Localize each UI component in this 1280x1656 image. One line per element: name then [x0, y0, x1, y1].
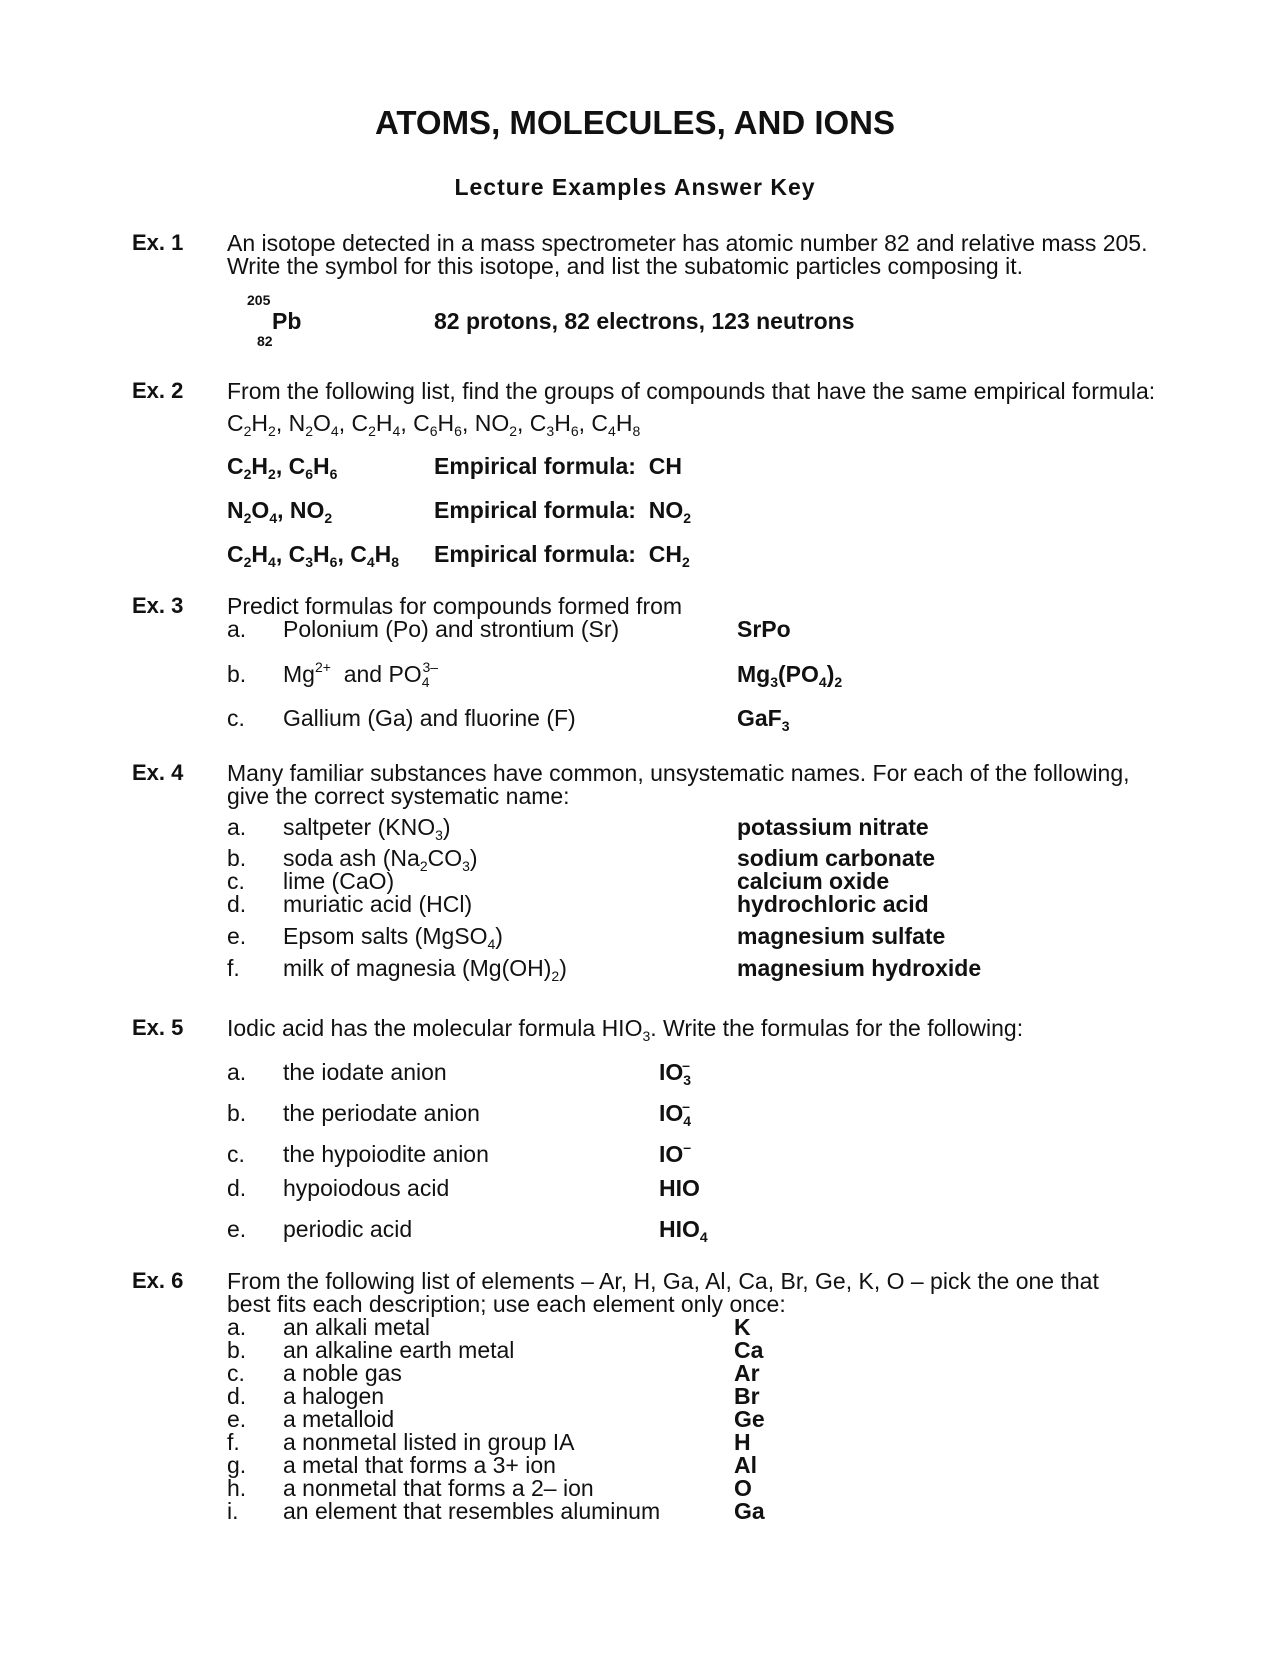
ex5-d-answer: HIO	[659, 1175, 700, 1201]
ex6-g-letter: g.	[227, 1452, 247, 1478]
ex5-b-text: the periodate anion	[283, 1100, 480, 1126]
ex4-question-line2: give the correct systematic name:	[227, 783, 570, 809]
ex4-a-text: saltpeter $(KNO_3)$	[283, 814, 451, 843]
ex6-i-text: an element that resembles aluminum	[283, 1498, 661, 1524]
ex4-a-answer: potassium nitrate	[737, 814, 929, 840]
ex6-e-letter: e.	[227, 1406, 247, 1432]
ex5-c-answer: IO–	[659, 1139, 692, 1167]
ex5-c-text: the hypoiodite anion	[283, 1141, 489, 1167]
ex6-a-text: an alkali metal	[283, 1314, 431, 1340]
ex6-d-text: a halogen	[283, 1383, 385, 1409]
ex3-c-answer: GaF$_3$	[737, 705, 790, 734]
ex6-b-text: an alkaline earth metal	[283, 1337, 515, 1363]
ex5-d-text: hypoiodous acid	[283, 1175, 450, 1201]
ex6-h-answer: O	[734, 1475, 752, 1501]
ex5-a-answer: $IO_3^-$	[659, 1057, 692, 1088]
ex3-c-letter: c.	[227, 705, 245, 731]
ex5-b-letter: b.	[227, 1100, 247, 1126]
ex3-b-text: $Mg^{2+}$ and $PO_4^{3-}$	[283, 659, 439, 690]
ex6-c-text: a noble gas	[283, 1360, 402, 1386]
ex3-a-letter: a.	[227, 616, 247, 642]
ex6-f-text: a nonmetal listed in group IA	[283, 1429, 575, 1455]
ex6-label: Ex. 6	[132, 1268, 184, 1293]
ex1-answer: 82 protons, 82 electrons, 123 neutrons	[434, 308, 855, 334]
ex6-e-answer: Ge	[734, 1406, 765, 1432]
ex6-a-answer: K	[734, 1314, 751, 1340]
ex3-intro: Predict formulas for compounds formed from	[227, 593, 683, 619]
ex4-a-letter: a.	[227, 814, 247, 840]
ex3-c-text: Gallium (Ga) and fluorine (F)	[283, 705, 576, 731]
ex4-f-answer: magnesium hydroxide	[737, 955, 982, 981]
ex4-d-text: muriatic acid (HCl)	[283, 891, 473, 917]
ex5-a-letter: a.	[227, 1059, 247, 1085]
ex6-d-letter: d.	[227, 1383, 247, 1409]
ex2-group2-compounds: $N_2O_4$, $NO_2$	[227, 497, 333, 526]
ex4-e-text: Epsom salts (MgSO$_4$)	[283, 923, 503, 952]
ex6-i-answer: Ga	[734, 1498, 765, 1524]
ex6-f-letter: f.	[227, 1429, 240, 1455]
ex6-c-letter: c.	[227, 1360, 245, 1386]
ex2-group2-formula: Empirical formula: $NO_2$	[434, 497, 692, 526]
ex4-b-answer: sodium carbonate	[737, 845, 936, 871]
ex4-d-letter: d.	[227, 891, 247, 917]
ex2-group1-compounds: $C_2H_2$, $C_6H_6$	[227, 453, 338, 482]
ex6-e-text: a metalloid	[283, 1406, 395, 1432]
ex2-question-line1: From the following list, find the groups of compounds that have the same empirical formula:	[227, 378, 1156, 404]
ex1-label: Ex. 1	[132, 230, 184, 255]
ex4-question-line1: Many familiar substances have common, unsystematic names. For each of the following,	[227, 760, 1130, 786]
ex4-c-answer: calcium oxide	[737, 868, 890, 894]
ex3-a-answer: SrPo	[737, 616, 791, 642]
ex4-b-text: soda ash $(Na_2CO_3)$	[283, 845, 478, 874]
ex1-question-line2: Write the symbol for this isotope, and list the subatomic particles composing it.	[227, 253, 1023, 279]
ex6-g-answer: Al	[734, 1452, 757, 1478]
ex6-h-letter: h.	[227, 1475, 247, 1501]
ex4-b-letter: b.	[227, 845, 247, 871]
page-subtitle: Lecture Examples Answer Key	[454, 174, 816, 200]
ex5-d-letter: d.	[227, 1175, 247, 1201]
ex2-group3-formula: Empirical formula: $CH_2$	[434, 541, 690, 570]
ex5-a-text: the iodate anion	[283, 1059, 447, 1085]
ex5-question: Iodic acid has the molecular formula $HIO_3$. Write the formulas for the following:	[227, 1015, 1024, 1044]
ex6-h-text: a nonmetal that forms a 2– ion	[283, 1475, 594, 1501]
ex4-d-answer: hydrochloric acid	[737, 891, 929, 917]
ex4-f-letter: f.	[227, 955, 240, 981]
isotope-mass-number: 205	[247, 292, 271, 308]
ex5-e-answer: $HIO_4$	[659, 1216, 708, 1245]
ex4-label: Ex. 4	[132, 760, 184, 785]
ex4-c-text: lime (CaO)	[283, 868, 395, 894]
ex1-question-line1: An isotope detected in a mass spectrometer has atomic number 82 and relative mass 205.	[227, 230, 1148, 256]
ex4-e-letter: e.	[227, 923, 247, 949]
ex3-b-answer: $Mg_3(PO_4)_2$	[737, 661, 843, 690]
ex5-label: Ex. 5	[132, 1015, 184, 1040]
page-title: ATOMS, MOLECULES, AND IONS	[374, 104, 896, 141]
ex6-g-text: a metal that forms a 3+ ion	[283, 1452, 556, 1478]
ex4-c-letter: c.	[227, 868, 245, 894]
ex6-a-letter: a.	[227, 1314, 247, 1340]
isotope-atomic-number: 82	[257, 333, 273, 349]
ex3-label: Ex. 3	[132, 593, 184, 618]
ex6-i-letter: i.	[227, 1498, 239, 1524]
ex6-question-line1: From the following list of elements – Ar, H, Ga, Al, Ca, Br, Ge, K, O – pick the one that	[227, 1268, 1099, 1294]
ex2-group3-compounds: $C_2H_4$, $C_3H_6$, $C_4H_8$	[227, 541, 400, 570]
ex3-b-letter: b.	[227, 661, 247, 687]
ex4-f-text: milk of magnesia $(Mg(OH)_2)$	[283, 955, 567, 984]
ex2-label: Ex. 2	[132, 378, 184, 403]
ex5-e-text: periodic acid	[283, 1216, 413, 1242]
ex3-a-text: Polonium (Po) and strontium (Sr)	[283, 616, 620, 642]
ex6-b-letter: b.	[227, 1337, 247, 1363]
ex5-e-letter: e.	[227, 1216, 247, 1242]
ex6-f-answer: H	[734, 1429, 751, 1455]
ex6-b-answer: Ca	[734, 1337, 764, 1363]
ex5-c-letter: c.	[227, 1141, 245, 1167]
ex2-compound-list: $C_2H_2$, $N_2O_4$, $C_2H_4$, $C_6H_6$, $NO_2$, $C_3H_6$, $C_4H_8$	[227, 410, 641, 439]
ex4-e-answer: magnesium sulfate	[737, 923, 946, 949]
ex6-c-answer: Ar	[734, 1360, 760, 1386]
ex5-b-answer: $IO_4^-$	[659, 1098, 692, 1129]
ex6-d-answer: Br	[734, 1383, 760, 1409]
isotope-symbol: Pb	[272, 308, 302, 334]
ex2-group1-formula: Empirical formula: CH	[434, 453, 682, 479]
ex6-question-line2: best fits each description; use each element only once:	[227, 1291, 786, 1317]
